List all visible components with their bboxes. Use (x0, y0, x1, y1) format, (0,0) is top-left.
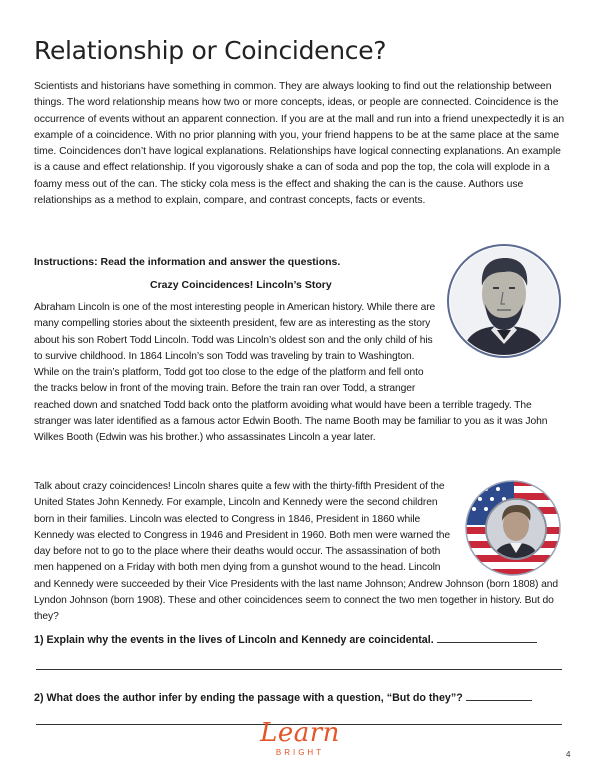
story-paragraph-2: Talk about crazy coincidences! Lincoln shares quite a few with the thirty-fifth President of the United States John Kennedy. For example, Lincoln and Kennedy were the second children born in their families. Lincoln was elected to Congress in 1846, President in 1860 while Kennedy was elected to Congress in 1946 and President in 1960. Both men were warned the day before not to go to the place where their deaths would occur. The assassination of both men happened on a Friday with both men dying from a gunshot wound to the head. Lincoln and Kennedy were succeeded by their Vice Presidents with the last name Johnson; Andrew Johnson (born 1808) and Lyndon Johnson (born 1908). These and other coincidences seem to connect the two men together in history. But do they? (34, 481, 559, 623)
answer-line-1-inline[interactable] (437, 632, 537, 643)
learn-bright-logo (250, 718, 350, 768)
story-title: Crazy Coincidences! Lincoln’s Story (150, 279, 332, 291)
kennedy-portrait (464, 479, 562, 577)
logo-word: Learn (260, 718, 340, 748)
answer-line-1[interactable] (36, 669, 562, 670)
instructions: Instructions: Read the information and answer the questions. (34, 256, 341, 268)
logo-sub: BRIGHT (275, 748, 325, 757)
intro-paragraph: Scientists and historians have something in common. They are always looking to find out the relationship between things. The word relationship means how two or more concepts, ideas, or people are connected. Coincidence is the occurrence of events without an apparent connection. If you are at the mall and run into a friend unexpectedly it is an example of a coincidence. With no prior planning with you, your friend happens to be at the same place at the same time. Coincidences don’t have logical explanations. Relationships have logical connecting explanations. An example is a cause and effect relationship. If you vigorously shake a can of soda and pop the top, the cola will explode in a foamy mess out of the can. The sticky cola mess is the effect and shaking the can is the cause. Authors use relationships as a method to explain, compare, and contrast concepts, facts or events. (34, 81, 565, 207)
question-2 (34, 690, 532, 704)
question-1 (34, 632, 537, 646)
question-1-text: 1) Explain why the events in the lives of Lincoln and Kennedy are coincidental. (34, 634, 434, 646)
question-2-text: 2) What does the author infer by ending the passage with a question, “But do they”? (34, 692, 463, 704)
lincoln-portrait (447, 244, 561, 358)
page-number: 4 (566, 750, 571, 759)
story-paragraph-1: Abraham Lincoln is one of the most interesting people in American history. While there are many compelling stories about the sixteenth president, few are as interesting as the story about his son Robert Todd Lincoln. Todd was Lincoln’s oldest son and the only child of his to survive childhood. In 1864 Lincoln’s son Todd was traveling by train to Washington. While on the train’s platform, Todd got too close to the edge of the platform and fell onto the tracks below in front of the moving train. Before the train ran over Todd, a stranger reached down and snatched Todd back onto the platform avoiding what would have been a terrible tragedy. The stranger was later identified as a famous actor Edwin Booth. The name Booth may be familiar to you as it was John Wilkes Booth (Edwin was his brother.) who assassinates Lincoln a year later. (34, 302, 548, 444)
answer-line-2-inline[interactable] (466, 690, 532, 701)
page-title: Relationship or Coincidence? (34, 36, 387, 65)
